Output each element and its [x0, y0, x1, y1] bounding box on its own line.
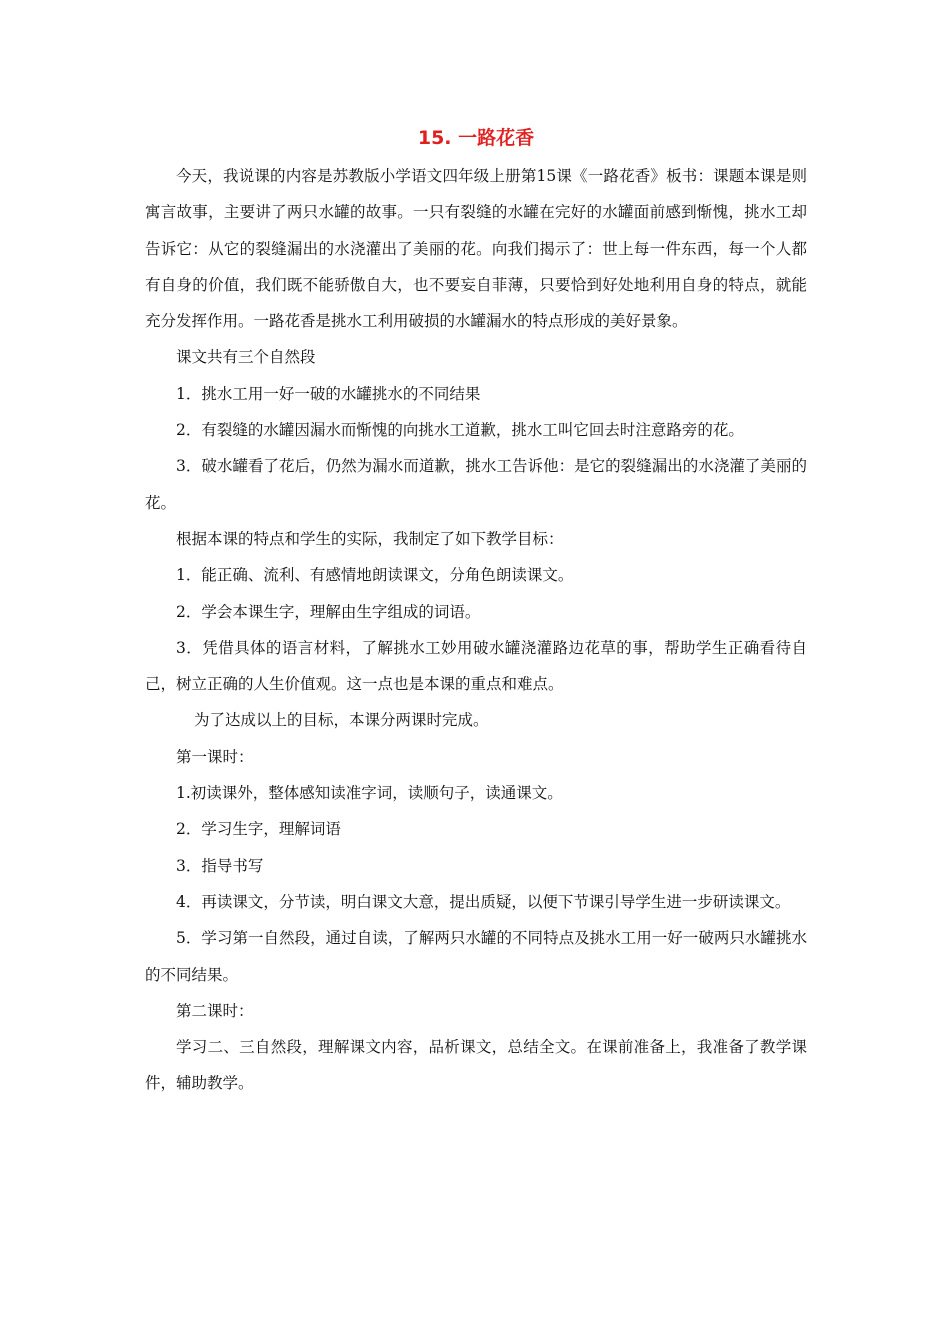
paragraph-goal-1: 1．能正确、流利、有感情地朗读课文，分角色朗读课文。: [176, 566, 574, 585]
paragraph-lesson-1-step-3: 3．指导书写: [176, 856, 264, 875]
document-title: 15. 一路花香: [417, 127, 535, 149]
paragraph-goal-3: 3．凭借具体的语言材料，了解挑水工妙用破水罐浇灌路边花草的事，帮助学生正确看待自己，树立正确的人生价值观。这一点也是本课的重点和难点。: [145, 638, 807, 694]
paragraph-schedule: 为了达成以上的目标，本课分两课时完成。: [194, 711, 489, 730]
paragraph-structure-1: 1．挑水工用一好一破的水罐挑水的不同结果: [176, 384, 481, 403]
paragraph-structure-2: 2．有裂缝的水罐因漏水而惭愧的向挑水工道歉，挑水工叫它回去时注意路旁的花。: [176, 421, 744, 440]
paragraph-lesson-1-heading: 第一课时：: [176, 747, 254, 766]
document-page: [145, 118, 807, 1102]
paragraph-lesson-1-step-2: 2．学习生字，理解词语: [176, 820, 341, 839]
paragraph-intro: 今天，我说课的内容是苏教版小学语文四年级上册第15课《一路花香》板书：课题本课是则寓言故事，主要讲了两只水罐的故事。一只有裂缝的水罐在完好的水罐面前感到惭愧，挑水工却告诉它：从它的裂缝漏出的水浇灌出了美丽的花。向我们揭示了：世上每一件东西，每一个人都有自身的价值，我们既不能骄傲自大，也不要妄自菲薄，只要恰到好处地利用自身的特点，就能充分发挥作用。一路花香是挑水工利用破损的水罐漏水的特点形成的美好景象。: [145, 167, 807, 331]
paragraph-structure-heading: 课文共有三个自然段: [176, 348, 316, 367]
paragraph-lesson-1-step-5: 5．学习第一自然段，通过自读，了解两只水罐的不同特点及挑水工用一好一破两只水罐挑水的不同结果。: [145, 929, 807, 984]
paragraph-lesson-1-step-4: 4．再读课文，分节读，明白课文大意，提出质疑，以便下节课引导学生进一步研读课文。: [176, 892, 791, 911]
paragraph-lesson-2-heading: 第二课时：: [176, 1001, 254, 1020]
paragraph-lesson-1-step-1: 1.初读课外，整体感知读准字词，读顺句子，读通课文。: [176, 784, 563, 803]
paragraph-goal-2: 2．学会本课生字，理解由生字组成的词语。: [176, 602, 481, 621]
paragraph-lesson-2-content: 学习二、三自然段，理解课文内容，品析课文，总结全文。在课前准备上，我准备了教学课件，辅助教学。: [145, 1038, 807, 1093]
paragraph-structure-3: 3．破水罐看了花后，仍然为漏水而道歉，挑水工告诉他：是它的裂缝漏出的水浇灌了美丽的花。: [145, 457, 807, 512]
paragraph-goals-heading: 根据本课的特点和学生的实际，我制定了如下教学目标：: [176, 529, 564, 548]
